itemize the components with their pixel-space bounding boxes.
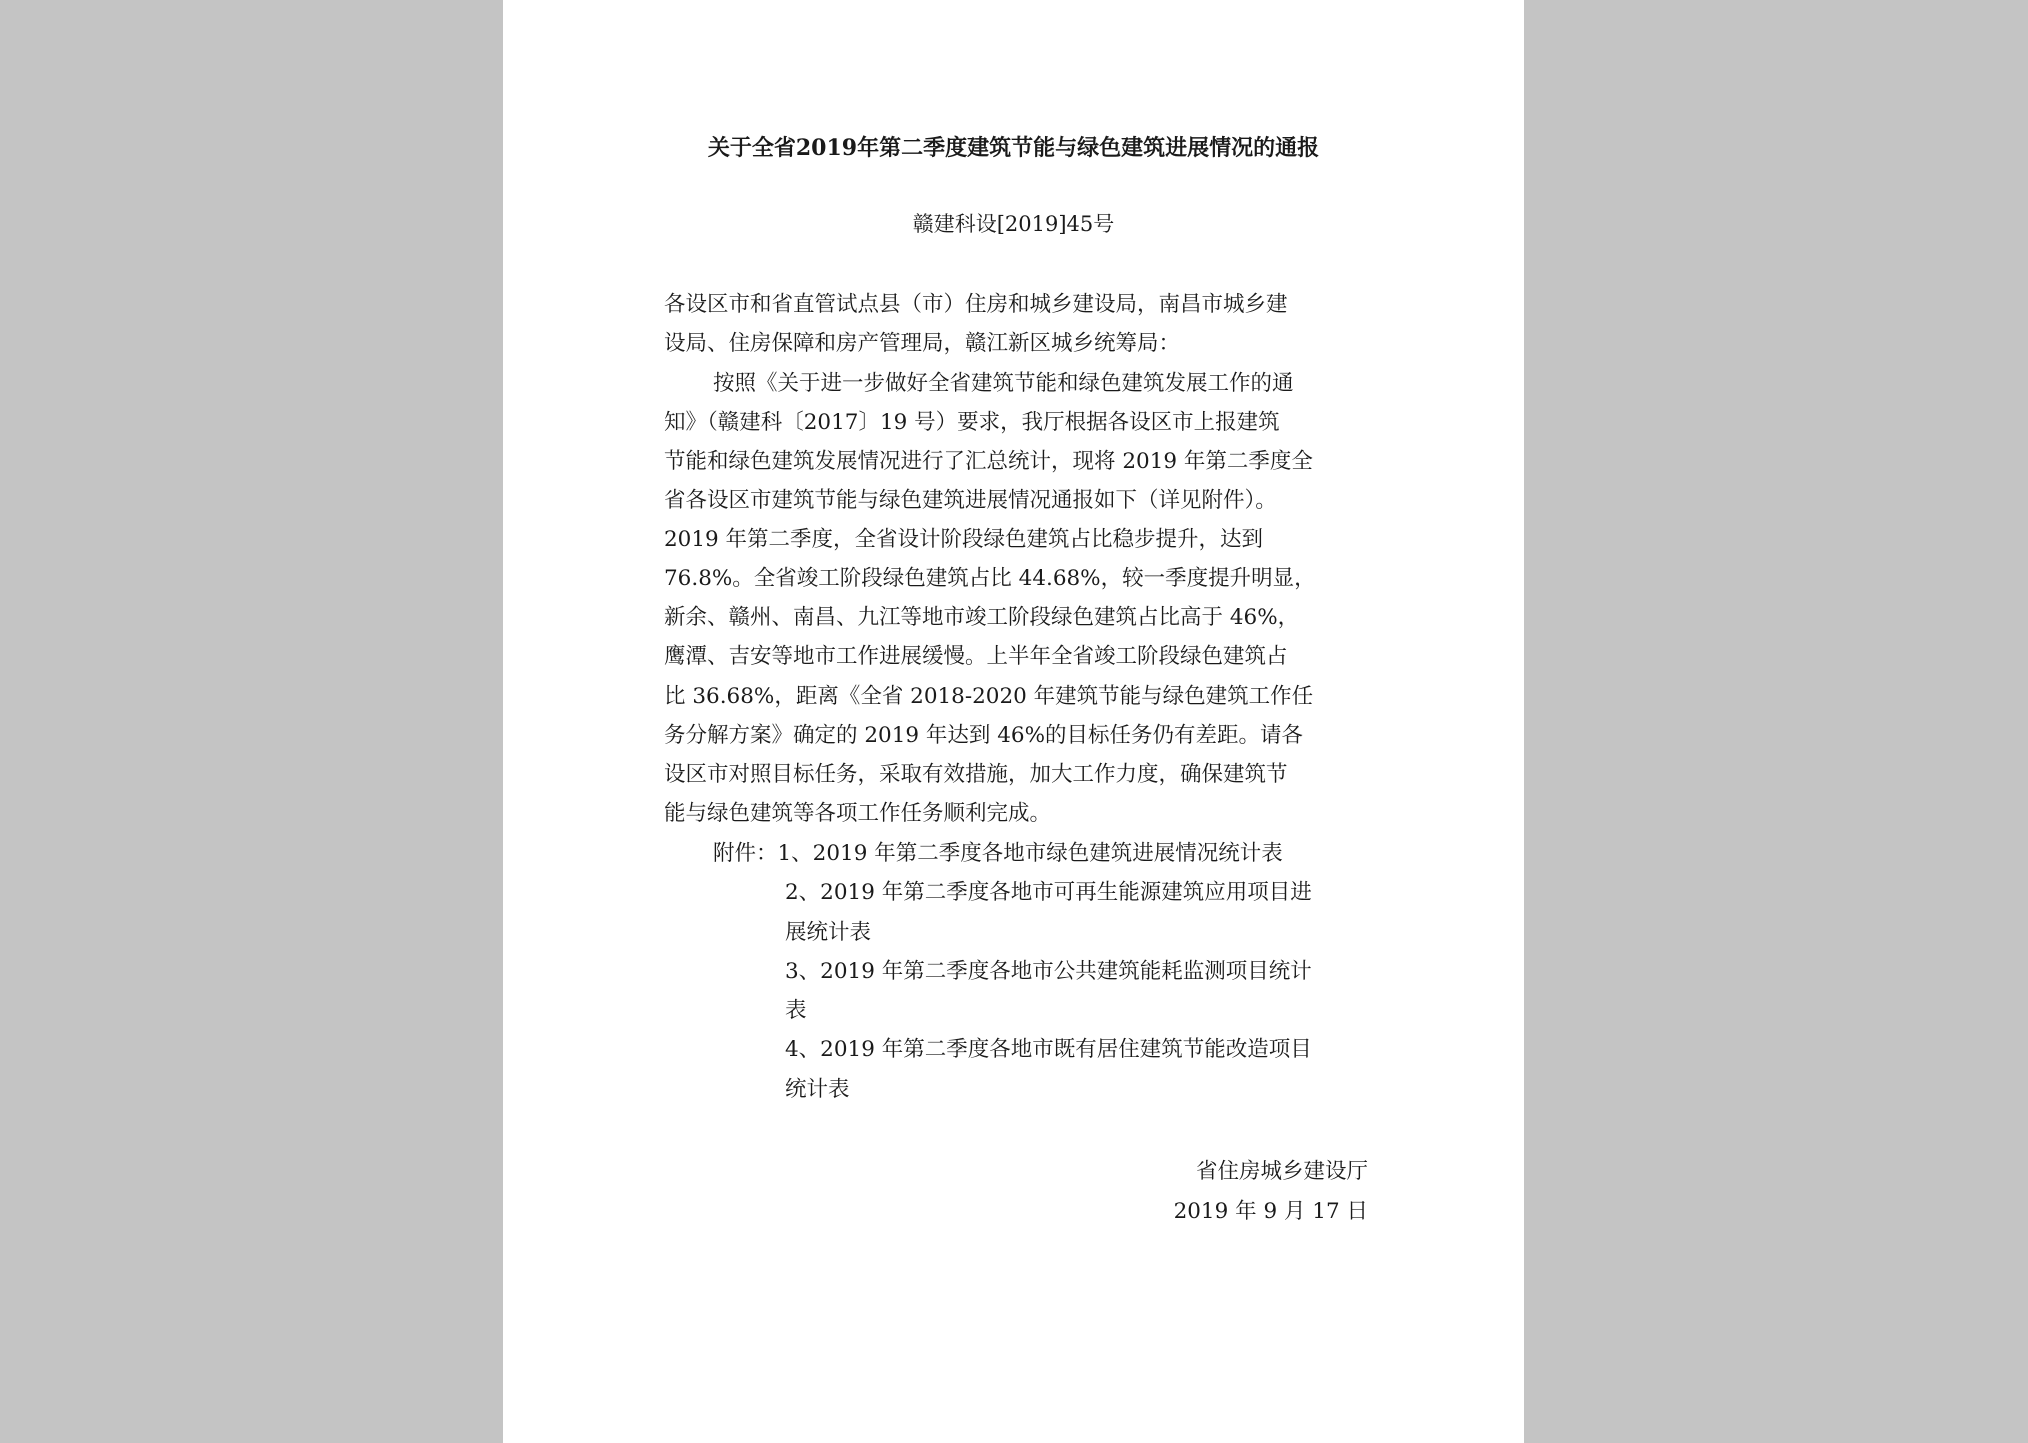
body-line: 设区市对照目标任务，采取有效措施，加大工作力度，确保建筑节 [664, 762, 1288, 787]
issuer-signature: 省住房城乡建设厅 [1195, 1159, 1368, 1184]
document-page [503, 0, 1524, 1443]
body-line: 能与绿色建筑等各项工作任务顺利完成。 [664, 801, 1052, 826]
body-line: 2019 年第二季度，全省设计阶段绿色建筑占比稳步提升，达到 [664, 527, 1264, 552]
attachment-line: 2、2019 年第二季度各地市可再生能源建筑应用项目进 [785, 880, 1312, 905]
recipient-line: 设局、住房保障和房产管理局，赣江新区城乡统筹局： [664, 331, 1181, 356]
attachment-line: 附件：1、2019 年第二季度各地市绿色建筑进展情况统计表 [713, 841, 1283, 866]
issue-date: 2019 年 9 月 17 日 [1173, 1199, 1368, 1224]
body-line: 务分解方案》确定的 2019 年达到 46%的目标任务仍有差距。请各 [664, 723, 1304, 748]
body-line: 76.8%。全省竣工阶段绿色建筑占比 44.68%，较一季度提升明显， [664, 566, 1316, 591]
body-line: 鹰潭、吉安等地市工作进展缓慢。上半年全省竣工阶段绿色建筑占 [664, 644, 1288, 669]
attachment-line: 3、2019 年第二季度各地市公共建筑能耗监测项目统计 [785, 959, 1312, 984]
attachment-line: 4、2019 年第二季度各地市既有居住建筑节能改造项目 [785, 1037, 1312, 1062]
attachment-line: 展统计表 [785, 920, 872, 945]
attachment-line: 表 [785, 998, 807, 1023]
body-line: 节能和绿色建筑发展情况进行了汇总统计，现将 2019 年第二季度全 [664, 449, 1313, 474]
attachment-line: 统计表 [785, 1077, 850, 1102]
document-title: 关于全省2019年第二季度建筑节能与绿色建筑进展情况的通报 [707, 135, 1320, 161]
document-number: 赣建科设[2019]45号 [912, 212, 1115, 236]
body-line: 省各设区市建筑节能与绿色建筑进展情况通报如下（详见附件）。 [664, 488, 1277, 513]
body-line: 知》（赣建科〔2017〕19 号）要求，我厅根据各设区市上报建筑 [664, 410, 1280, 435]
body-line: 比 36.68%，距离《全省 2018-2020 年建筑节能与绿色建筑工作任 [664, 684, 1314, 709]
recipient-line: 各设区市和省直管试点县（市）住房和城乡建设局，南昌市城乡建 [664, 292, 1288, 317]
body-line: 按照《关于进一步做好全省建筑节能和绿色建筑发展工作的通 [713, 371, 1294, 396]
body-line: 新余、赣州、南昌、九江等地市竣工阶段绿色建筑占比高于 46%， [664, 605, 1300, 630]
